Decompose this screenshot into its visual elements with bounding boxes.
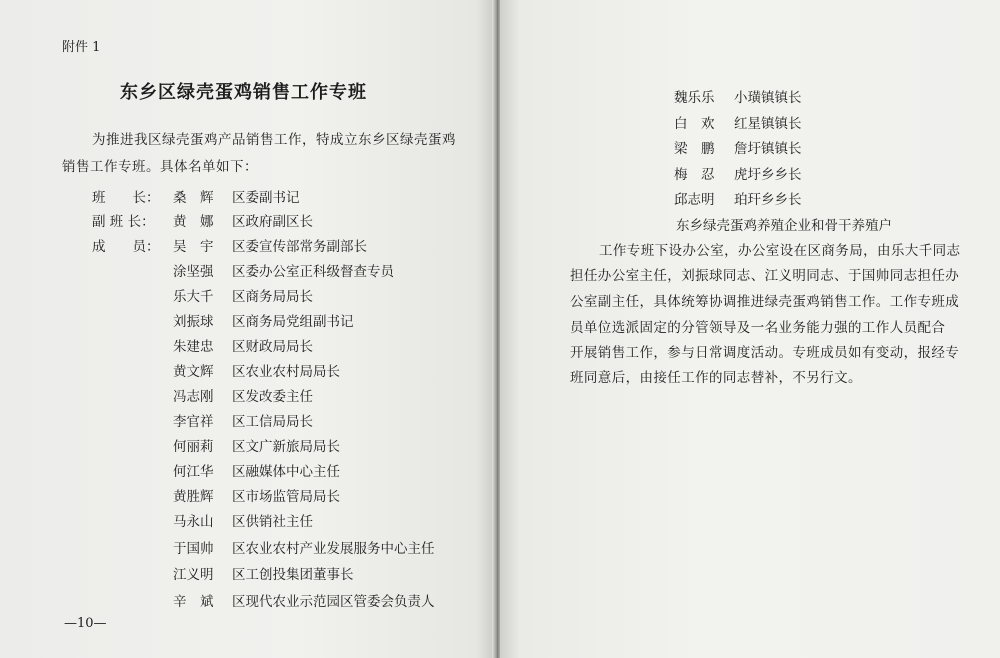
member-duty: 区农业农村局局长: [232, 364, 340, 380]
member-name: 李官祥: [173, 414, 214, 430]
member-duty: 区供销社主任: [232, 514, 313, 530]
member-duty: 区委副书记: [232, 190, 300, 206]
members-extra: 东乡绿壳蛋鸡养殖企业和骨干养殖户: [676, 218, 892, 234]
member-duty: 詹圩镇镇长: [734, 141, 802, 157]
document-title: 东乡区绿壳蛋鸡销售工作专班: [120, 82, 367, 103]
member-duty: 区委宣传部常务副部长: [232, 239, 367, 255]
member-name: 刘振球: [173, 314, 214, 330]
member-duty: 区市场监管局局长: [232, 489, 340, 505]
paragraph-line: 工作专班下设办公室，办公室设在区商务局，由乐大千同志: [599, 243, 961, 259]
member-duty: 区工信局局长: [232, 414, 313, 430]
member-name: 黄文辉: [173, 364, 214, 380]
member-duty: 区农业农村产业发展服务中心主任: [232, 541, 435, 557]
member-duty: 小璜镇镇长: [734, 90, 802, 106]
member-duty: 区委办公室正科级督查专员: [232, 264, 394, 280]
member-name: 乐大千: [173, 289, 214, 305]
member-name: 涂坚强: [173, 264, 214, 280]
member-name: 魏乐乐: [674, 90, 715, 106]
member-name: 白 欢: [674, 116, 715, 132]
page-number: —10—: [64, 616, 107, 631]
paragraph-line: 员单位选派固定的分管领导及一名业务能力强的工作人员配合: [570, 320, 946, 336]
member-name: 朱建忠: [173, 339, 214, 355]
paragraph-line: 担任办公室主任，刘振球同志、江义明同志、于国帅同志担任办: [570, 268, 960, 284]
member-duty: 区现代农业示范园区管委会负责人: [232, 594, 435, 610]
member-duty: 区商务局党组副书记: [232, 314, 354, 330]
intro-line-2: 销售工作专班。具体名单如下：: [62, 159, 258, 175]
member-duty: 红星镇镇长: [734, 116, 802, 132]
member-duty: 区政府副区长: [232, 214, 313, 230]
member-duty: 区财政局局长: [232, 339, 313, 355]
member-duty: 区融媒体中心主任: [232, 464, 340, 480]
paragraph-line: 班同意后，由接任工作的同志替补，不另行文。: [570, 370, 862, 386]
member-name: 何江华: [173, 464, 214, 480]
member-name: 邱志明: [674, 192, 715, 208]
member-name: 黄 娜: [173, 214, 214, 230]
member-duty: 区工创投集团董事长: [232, 567, 354, 583]
left-page: [0, 0, 496, 658]
right-page: [500, 0, 1000, 658]
member-duty: 区文广新旅局局长: [232, 439, 340, 455]
member-name: 辛 斌: [173, 594, 214, 610]
member-name: 梅 忍: [674, 167, 715, 183]
member-name: 何丽莉: [173, 439, 214, 455]
paragraph-line: 开展销售工作，参与日常调度活动。专班成员如有变动，报经专: [570, 345, 960, 361]
role-member: 成 员：: [92, 239, 160, 255]
intro-line-1: 为推进我区绿壳蛋鸡产品销售工作，特成立东乡区绿壳蛋鸡: [92, 132, 456, 148]
member-name: 吴 宇: [173, 239, 214, 255]
role-deputy: 副 班 长：: [92, 214, 155, 230]
member-name: 于国帅: [173, 541, 214, 557]
member-name: 黄胜辉: [173, 489, 214, 505]
member-duty: 区商务局局长: [232, 289, 313, 305]
member-name: 江义明: [173, 567, 214, 583]
member-duty: 珀玕乡乡长: [734, 192, 802, 208]
member-name: 冯志刚: [173, 389, 214, 405]
role-leader: 班 长：: [92, 190, 160, 206]
member-duty: 区发改委主任: [232, 389, 313, 405]
member-name: 马永山: [173, 514, 214, 530]
paragraph-line: 公室副主任，具体统筹协调推进绿壳蛋鸡销售工作。工作专班成: [570, 294, 960, 310]
member-name: 桑 辉: [173, 190, 214, 206]
attachment-label: 附件 1: [62, 40, 101, 55]
member-name: 梁 鹏: [674, 141, 715, 157]
member-duty: 虎圩乡乡长: [734, 167, 802, 183]
